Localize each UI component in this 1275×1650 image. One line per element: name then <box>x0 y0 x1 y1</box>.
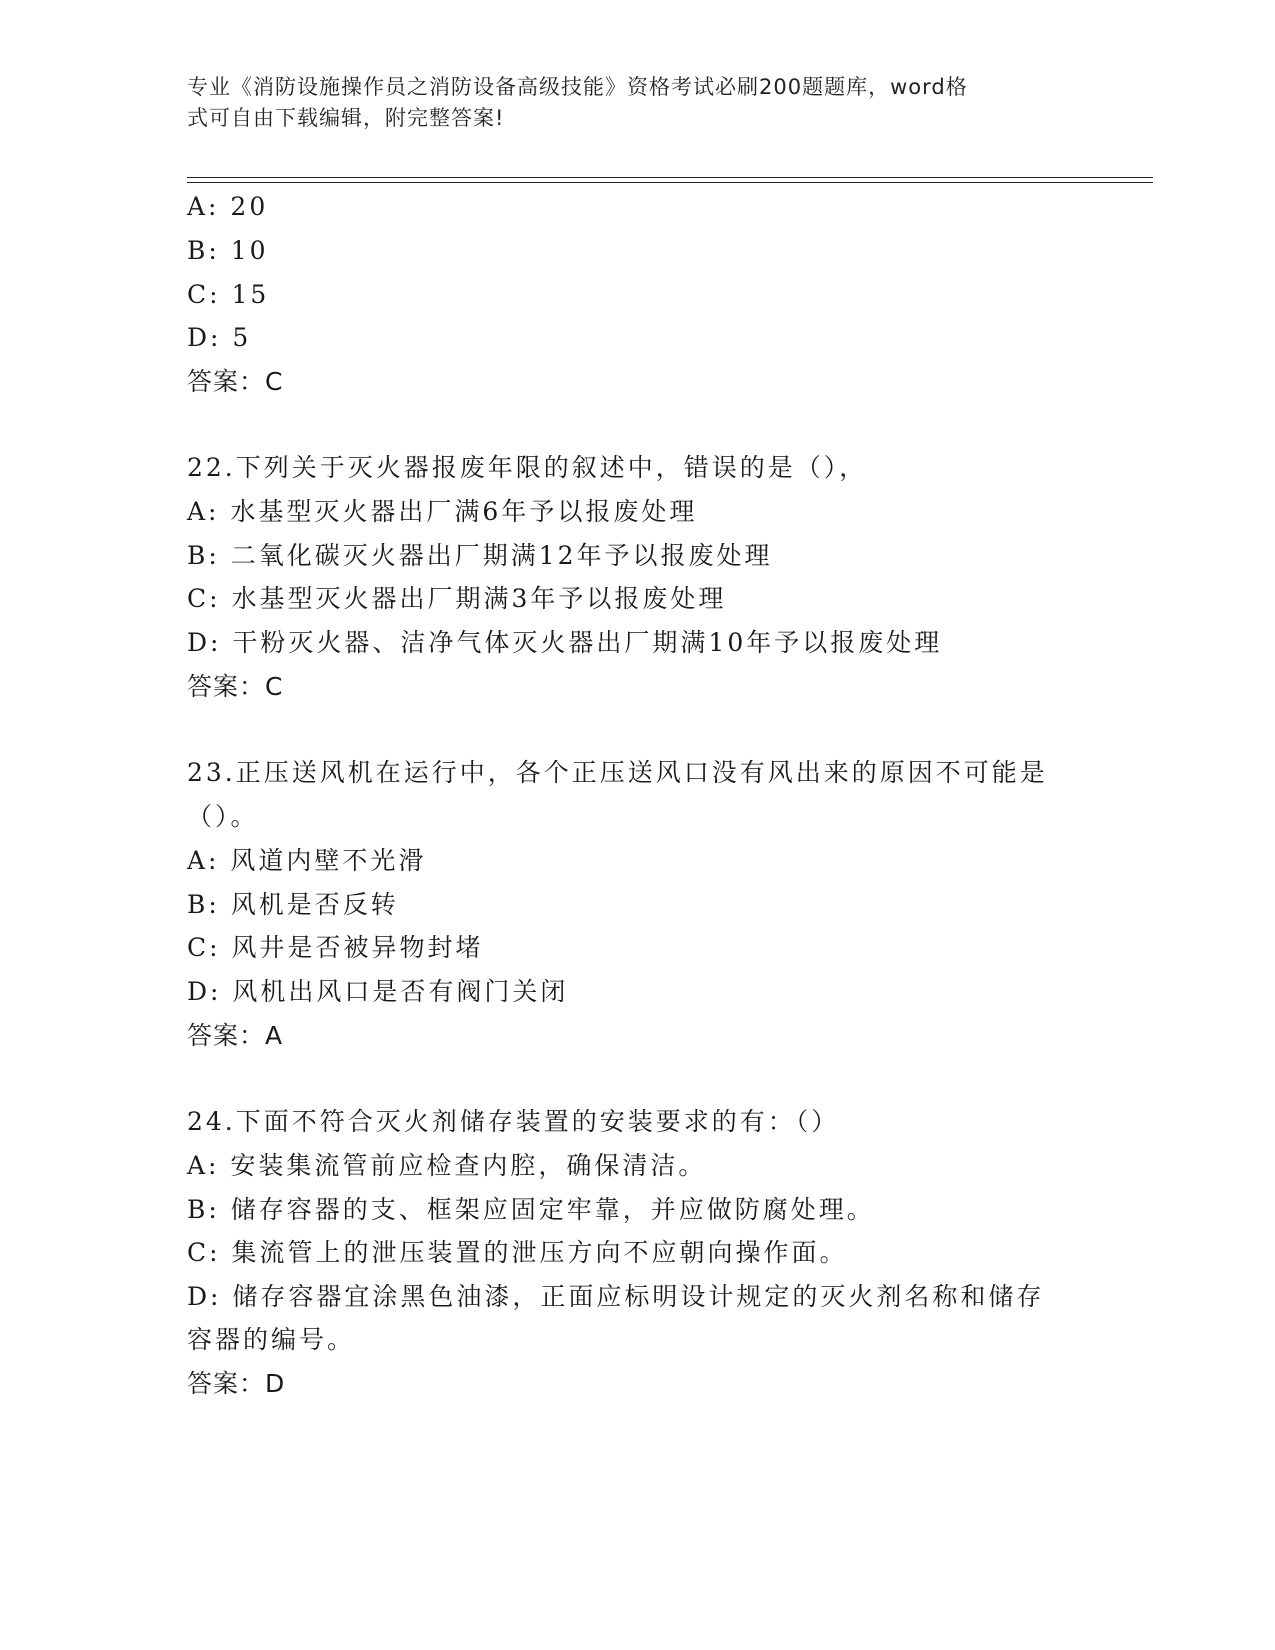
q24-answer: 答案：D <box>187 1369 286 1398</box>
q24-option-a: A: 安装集流管前应检查内腔，确保清洁。 <box>187 1151 707 1180</box>
q22-option-d: D: 干粉灭火器、洁净气体灭火器出厂期满10年予以报废处理 <box>187 628 943 657</box>
q21-option-c: C: 15 <box>187 280 270 309</box>
q23-stem-line-2: （）。 <box>187 802 259 831</box>
q21-option-a: A: 20 <box>187 192 269 221</box>
document-header <box>187 72 1067 134</box>
q22-option-c: C: 水基型灭火器出厂期满3年予以报废处理 <box>187 584 727 613</box>
q23-answer: 答案：A <box>187 1021 284 1050</box>
q23-option-b: B: 风机是否反转 <box>187 890 399 919</box>
q22-option-b: B: 二氧化碳灭火器出厂期满12年予以报废处理 <box>187 541 773 570</box>
q23-stem-line-1: 23.正压送风机在运行中，各个正压送风口没有风出来的原因不可能是 <box>187 758 1048 787</box>
header-divider-bottom <box>187 182 1153 183</box>
q22-answer: 答案：C <box>187 672 284 701</box>
header-line-2: 式可自由下载编辑，附完整答案! <box>187 106 505 130</box>
header-divider-top <box>187 177 1153 178</box>
q21-answer: 答案：C <box>187 367 284 396</box>
q21-option-b: B: 10 <box>187 236 269 265</box>
q24-option-d-line-2: 容器的编号。 <box>187 1325 356 1354</box>
q23-option-c: C: 风井是否被异物封堵 <box>187 933 484 962</box>
q23-option-d: D: 风机出风口是否有阀门关闭 <box>187 977 569 1006</box>
q24-option-b: B: 储存容器的支、框架应固定牢靠，并应做防腐处理。 <box>187 1195 875 1224</box>
q24-option-c: C: 集流管上的泄压装置的泄压方向不应朝向操作面。 <box>187 1238 848 1267</box>
q21-option-d: D: 5 <box>187 323 252 352</box>
header-line-1: 专业《消防设施操作员之消防设备高级技能》资格考试必刷200题题库，word格 <box>187 75 968 99</box>
q23-option-a: A: 风道内壁不光滑 <box>187 846 427 875</box>
q24-stem: 24.下面不符合灭火剂储存装置的安装要求的有：（） <box>187 1107 840 1136</box>
q22-stem: 22.下列关于灭火器报废年限的叙述中，错误的是（）， <box>187 453 868 482</box>
q24-option-d-line-1: D: 储存容器宜涂黑色油漆，正面应标明设计规定的灭火剂名称和储存 <box>187 1282 1045 1311</box>
q22-option-a: A: 水基型灭火器出厂满6年予以报废处理 <box>187 497 698 526</box>
